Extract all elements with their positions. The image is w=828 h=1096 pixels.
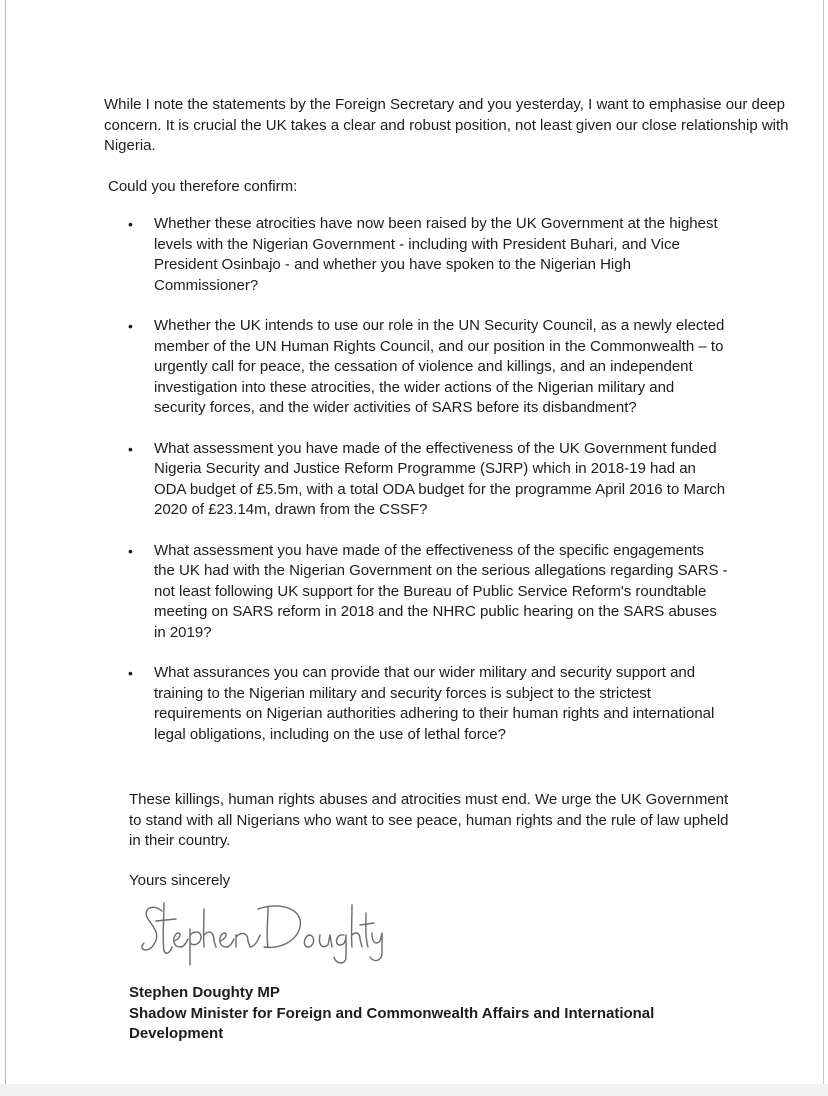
confirm-paragraph: Could you therefore confirm: [108,178,298,195]
bullet-icon: • [128,318,133,334]
sign-off: Yours sincerely [129,872,231,889]
signer-title: Shadow Minister for Foreign and Commonwealth Affairs and International Development [129,1004,655,1042]
intro-paragraph: While I note the statements by the Foreign Secretary and you yesterday, I want to emphasise our deep concern. It is crucial the UK takes a clear and robust position, not least given our close relationship with Nigeria. [104,96,789,154]
page-bottom-strip [0,1084,828,1096]
list-item [128,439,728,521]
list-item [128,214,728,296]
signer-name: Stephen Doughty MP [129,984,280,1001]
page-left-edge [5,0,6,1084]
bullet-icon: • [128,440,133,457]
handwritten-signature [140,895,385,970]
list-item [128,316,728,419]
list-item-text: What assurances you can provide that our wider military and security support and training to the Nigerian military and security forces is subject to the strictest requirements on Nigerian authorities adhering to their human rights and international legal obligations, including on the use of lethal force? [154,664,715,743]
list-item-text: What assessment you have made of the effectiveness of the specific engagements the UK had with the Nigerian Government on the serious allegations regarding SARS - not least following UK support for the Bureau of Public Service Reform's roundtable meeting on SARS reform in 2018 and the NHRC public hearing on the SARS abuses in 2019? [154,541,728,641]
page-right-edge [823,0,824,1084]
list-item [128,541,728,644]
bullet-icon: • [128,542,133,559]
signer-block [129,983,729,1045]
list-item-text: What assessment you have made of the effectiveness of the UK Government funded Nigeria Security and Justice Reform Programme (SJRP) which in 2018-19 had an ODA budget of £5.5m, with a total ODA budget for the programme April 2016 to March 2020 of £23.14m, drawn from the CSSF? [154,439,726,518]
question-list [128,214,728,765]
list-item-text: Whether these atrocities have now been raised by the UK Government at the highest levels with the Nigerian Government - including with President Buhari, and Vice President Osinbajo - and whether you have spoken to the Nigerian High Commissioner? [154,215,718,294]
list-item [128,663,728,745]
list-item-text: Whether the UK intends to use our role in the UN Security Council, as a newly elected member of the UN Human Rights Council, and our position in the Commonwealth – to urgently call for peace, the cessation of violence and killings, and an independent investigation into these atrocities, the wider actions of the Nigerian military and security forces, and the wider activities of SARS before its disbandment? [154,317,725,416]
bullet-icon: • [128,216,133,232]
bullet-icon: • [128,665,133,681]
closing-paragraph: These killings, human rights abuses and atrocities must end. We urge the UK Government to stand with all Nigerians who want to see peace, human rights and the rule of law upheld in their country. [129,791,729,849]
